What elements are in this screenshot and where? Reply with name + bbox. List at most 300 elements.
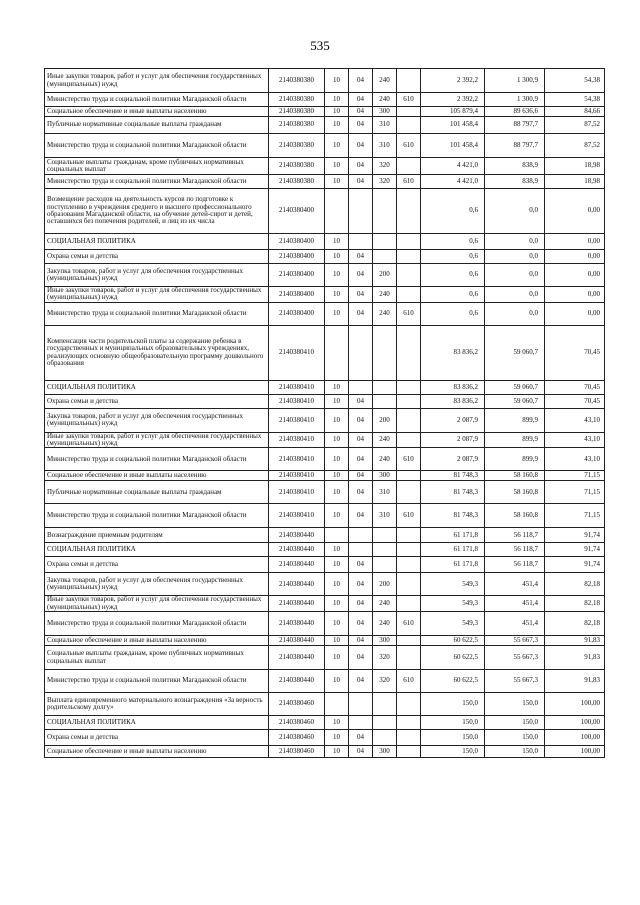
- table-cell-target-code: 2140380440: [269, 596, 325, 612]
- table-cell-ministry-code: 610: [397, 93, 421, 107]
- table-cell-section: 10: [325, 264, 349, 287]
- table-cell-subsection: 04: [349, 612, 373, 636]
- table-cell-planned: 60 622,5: [421, 646, 485, 670]
- table-cell-planned: 549,3: [421, 596, 485, 612]
- table-cell-expense-type: 240: [373, 69, 397, 93]
- table-cell-expense-type: 320: [373, 175, 397, 189]
- table-row: [45, 69, 605, 93]
- table-cell-subsection: [349, 543, 373, 557]
- table-cell-subsection: [349, 528, 373, 543]
- table-row: [45, 250, 605, 264]
- table-cell-expense-type: [373, 234, 397, 250]
- table-cell-section: [325, 528, 349, 543]
- table-cell-ministry-code: [397, 481, 421, 504]
- table-cell-ministry-code: 610: [397, 670, 421, 693]
- table-cell-expense-type: [373, 394, 397, 408]
- table-cell-percent: 87,52: [545, 134, 605, 158]
- table-cell-ministry-code: [397, 543, 421, 557]
- table-cell-ministry-code: 610: [397, 504, 421, 528]
- table-cell-name: Иные закупки товаров, работ и услуг для обеспечения государственных (муниципальных) нужд: [45, 596, 269, 612]
- table-cell-planned: 2 392,2: [421, 69, 485, 93]
- table-cell-target-code: 2140380460: [269, 730, 325, 746]
- table-cell-section: 10: [325, 636, 349, 646]
- table-cell-name: Министерство труда и социальной политики Магаданской области: [45, 504, 269, 528]
- table-cell-planned: 61 171,8: [421, 543, 485, 557]
- table-cell-percent: 82,18: [545, 612, 605, 636]
- table-cell-planned: 61 171,8: [421, 557, 485, 573]
- table-cell-expense-type: 300: [373, 636, 397, 646]
- table-cell-subsection: 04: [349, 107, 373, 117]
- table-cell-expense-type: [373, 730, 397, 746]
- table-cell-planned: 60 622,5: [421, 670, 485, 693]
- table-cell-section: 10: [325, 481, 349, 504]
- table-cell-actual: 451,4: [485, 573, 545, 596]
- table-row: [45, 380, 605, 394]
- table-cell-name: Социальное обеспечение и иные выплаты населению: [45, 107, 269, 117]
- table-cell-subsection: 04: [349, 596, 373, 612]
- table-cell-subsection: 04: [349, 471, 373, 481]
- table-cell-section: 10: [325, 716, 349, 730]
- table-cell-actual: 150,0: [485, 730, 545, 746]
- table-cell-percent: 87,52: [545, 117, 605, 134]
- table-cell-target-code: 2140380380: [269, 134, 325, 158]
- table-cell-name: Охрана семьи и детства: [45, 250, 269, 264]
- table-cell-subsection: [349, 189, 373, 234]
- table-cell-actual: 56 118,7: [485, 528, 545, 543]
- table-cell-percent: 54,38: [545, 69, 605, 93]
- table-cell-name: Министерство труда и социальной политики Магаданской области: [45, 448, 269, 471]
- table-cell-ministry-code: [397, 716, 421, 730]
- table-cell-percent: 91,74: [545, 543, 605, 557]
- table-cell-target-code: 2140380380: [269, 69, 325, 93]
- table-cell-ministry-code: [397, 325, 421, 380]
- table-cell-section: 10: [325, 93, 349, 107]
- table-cell-planned: 61 171,8: [421, 528, 485, 543]
- table-cell-target-code: 2140380460: [269, 693, 325, 716]
- table-cell-percent: 0,00: [545, 302, 605, 325]
- table-cell-ministry-code: [397, 264, 421, 287]
- table-cell-subsection: 04: [349, 158, 373, 175]
- table-cell-planned: 81 748,3: [421, 481, 485, 504]
- table-cell-section: 10: [325, 612, 349, 636]
- table-cell-planned: 83 836,2: [421, 325, 485, 380]
- table-cell-percent: 91,74: [545, 557, 605, 573]
- table-cell-percent: 43,10: [545, 448, 605, 471]
- table-cell-target-code: 2140380440: [269, 557, 325, 573]
- table-cell-subsection: [349, 380, 373, 394]
- table-cell-actual: 56 118,7: [485, 557, 545, 573]
- table-cell-ministry-code: 610: [397, 448, 421, 471]
- table-cell-target-code: 2140380410: [269, 394, 325, 408]
- table-row: [45, 612, 605, 636]
- table-cell-expense-type: 300: [373, 471, 397, 481]
- table-cell-subsection: 04: [349, 394, 373, 408]
- table-cell-expense-type: 300: [373, 107, 397, 117]
- table-cell-actual: 899,9: [485, 448, 545, 471]
- table-cell-target-code: 2140380460: [269, 746, 325, 758]
- table-cell-target-code: 2140380400: [269, 264, 325, 287]
- table-row: [45, 302, 605, 325]
- table-cell-target-code: 2140380400: [269, 287, 325, 303]
- table-cell-ministry-code: [397, 730, 421, 746]
- table-cell-subsection: 04: [349, 746, 373, 758]
- table-cell-planned: 2 087,9: [421, 448, 485, 471]
- table-cell-section: 10: [325, 234, 349, 250]
- table-cell-actual: 1 300,9: [485, 93, 545, 107]
- table-cell-expense-type: 200: [373, 408, 397, 432]
- table-cell-ministry-code: 610: [397, 134, 421, 158]
- table-cell-section: [325, 325, 349, 380]
- table-cell-actual: 88 797,7: [485, 134, 545, 158]
- table-cell-expense-type: 240: [373, 448, 397, 471]
- table-cell-actual: 899,9: [485, 432, 545, 448]
- table-cell-name: Охрана семьи и детства: [45, 557, 269, 573]
- table-cell-expense-type: 240: [373, 302, 397, 325]
- table-cell-planned: 2 392,2: [421, 93, 485, 107]
- table-cell-planned: 549,3: [421, 612, 485, 636]
- table-cell-ministry-code: [397, 646, 421, 670]
- table-cell-name: Вознаграждение приемным родителям: [45, 528, 269, 543]
- table-cell-name: Иные закупки товаров, работ и услуг для обеспечения государственных (муниципальных) нужд: [45, 432, 269, 448]
- table-cell-actual: 150,0: [485, 693, 545, 716]
- table-row: [45, 287, 605, 303]
- table-cell-percent: 70,45: [545, 380, 605, 394]
- table-cell-ministry-code: 610: [397, 302, 421, 325]
- table-cell-target-code: 2140380410: [269, 432, 325, 448]
- table-cell-expense-type: [373, 557, 397, 573]
- table-cell-name: Охрана семьи и детства: [45, 394, 269, 408]
- table-cell-target-code: 2140380440: [269, 573, 325, 596]
- table-cell-expense-type: [373, 189, 397, 234]
- table-cell-section: 10: [325, 557, 349, 573]
- table-cell-name: Министерство труда и социальной политики Магаданской области: [45, 175, 269, 189]
- table-cell-actual: 58 160,8: [485, 471, 545, 481]
- table-cell-ministry-code: [397, 693, 421, 716]
- table-cell-section: 10: [325, 596, 349, 612]
- table-cell-actual: 451,4: [485, 596, 545, 612]
- table-cell-ministry-code: [397, 471, 421, 481]
- table-cell-percent: 71,15: [545, 504, 605, 528]
- table-cell-actual: 838,9: [485, 158, 545, 175]
- table-cell-actual: 55 667,3: [485, 636, 545, 646]
- table-row: [45, 557, 605, 573]
- table-cell-percent: 84,66: [545, 107, 605, 117]
- table-cell-subsection: 04: [349, 264, 373, 287]
- table-cell-subsection: 04: [349, 670, 373, 693]
- table-cell-target-code: 2140380440: [269, 543, 325, 557]
- table-cell-ministry-code: [397, 746, 421, 758]
- table-cell-percent: 82,18: [545, 596, 605, 612]
- table-cell-expense-type: 200: [373, 264, 397, 287]
- table-cell-percent: 0,00: [545, 189, 605, 234]
- table-cell-subsection: 04: [349, 408, 373, 432]
- table-cell-planned: 0,6: [421, 287, 485, 303]
- table-row: [45, 175, 605, 189]
- table-cell-target-code: 2140380440: [269, 670, 325, 693]
- table-cell-actual: 0,0: [485, 264, 545, 287]
- table-row: [45, 636, 605, 646]
- table-cell-name: Социальное обеспечение и иные выплаты населению: [45, 746, 269, 758]
- table-cell-name: СОЦИАЛЬНАЯ ПОЛИТИКА: [45, 543, 269, 557]
- table-row: [45, 471, 605, 481]
- table-cell-percent: 0,00: [545, 264, 605, 287]
- table-cell-subsection: 04: [349, 250, 373, 264]
- table-row: [45, 325, 605, 380]
- table-cell-ministry-code: [397, 107, 421, 117]
- table-cell-subsection: 04: [349, 636, 373, 646]
- table-cell-ministry-code: [397, 528, 421, 543]
- table-cell-target-code: 2140380400: [269, 234, 325, 250]
- table-cell-percent: 0,00: [545, 234, 605, 250]
- table-cell-subsection: 04: [349, 287, 373, 303]
- table-cell-subsection: 04: [349, 432, 373, 448]
- table-cell-expense-type: [373, 693, 397, 716]
- table-cell-subsection: 04: [349, 573, 373, 596]
- table-row: [45, 93, 605, 107]
- table-cell-percent: 100,00: [545, 693, 605, 716]
- table-cell-expense-type: 310: [373, 134, 397, 158]
- table-cell-section: 10: [325, 448, 349, 471]
- table-cell-planned: 83 836,2: [421, 380, 485, 394]
- table-row: [45, 504, 605, 528]
- table-cell-section: 10: [325, 408, 349, 432]
- table-cell-percent: 18,98: [545, 175, 605, 189]
- table-cell-subsection: [349, 716, 373, 730]
- table-cell-section: 10: [325, 730, 349, 746]
- table-cell-actual: 55 667,3: [485, 646, 545, 670]
- table-cell-section: 10: [325, 504, 349, 528]
- table-cell-section: 10: [325, 543, 349, 557]
- table-cell-planned: 105 879,4: [421, 107, 485, 117]
- table-cell-percent: 43,10: [545, 408, 605, 432]
- table-cell-expense-type: [373, 250, 397, 264]
- table-cell-ministry-code: [397, 596, 421, 612]
- table-cell-expense-type: [373, 380, 397, 394]
- table-cell-section: 10: [325, 670, 349, 693]
- table-cell-name: Возмещение расходов на деятельность курсов по подготовке к поступлению в учреждения среднего и высшего профессионального образования Магаданской области, на обучение детей-сирот и детей, оставшихся без попечения родителей, и лиц из их числа: [45, 189, 269, 234]
- table-cell-ministry-code: [397, 117, 421, 134]
- table-cell-actual: 150,0: [485, 746, 545, 758]
- table-cell-section: 10: [325, 287, 349, 303]
- table-cell-actual: 89 636,6: [485, 107, 545, 117]
- table-cell-name: Министерство труда и социальной политики Магаданской области: [45, 612, 269, 636]
- table-cell-expense-type: [373, 543, 397, 557]
- table-cell-section: [325, 693, 349, 716]
- table-row: [45, 432, 605, 448]
- table-cell-ministry-code: [397, 69, 421, 93]
- table-row: [45, 394, 605, 408]
- table-cell-planned: 2 087,9: [421, 432, 485, 448]
- table-cell-planned: 0,6: [421, 302, 485, 325]
- table-cell-expense-type: 240: [373, 93, 397, 107]
- table-cell-actual: 59 060,7: [485, 380, 545, 394]
- table-cell-name: Компенсация части родительской платы за содержание ребенка в государственных и муниципальных образовательных учреждениях, реализующих основную общеобразовательную программу дошкольного образования: [45, 325, 269, 380]
- table-cell-section: 10: [325, 746, 349, 758]
- table-cell-planned: 4 421,0: [421, 158, 485, 175]
- table-cell-ministry-code: [397, 432, 421, 448]
- table-cell-name: Закупка товаров, работ и услуг для обеспечения государственных (муниципальных) нужд: [45, 573, 269, 596]
- table-cell-subsection: 04: [349, 646, 373, 670]
- table-cell-ministry-code: [397, 636, 421, 646]
- table-cell-subsection: 04: [349, 117, 373, 134]
- table-cell-target-code: 2140380380: [269, 158, 325, 175]
- table-cell-actual: 59 060,7: [485, 325, 545, 380]
- table-cell-name: Публичные нормативные социальные выплаты гражданам: [45, 117, 269, 134]
- table-cell-ministry-code: [397, 573, 421, 596]
- table-cell-expense-type: 310: [373, 117, 397, 134]
- table-cell-expense-type: 300: [373, 746, 397, 758]
- table-cell-subsection: 04: [349, 175, 373, 189]
- table-cell-expense-type: 240: [373, 287, 397, 303]
- table-cell-planned: 150,0: [421, 693, 485, 716]
- table-cell-planned: 0,6: [421, 250, 485, 264]
- table-cell-name: Министерство труда и социальной политики Магаданской области: [45, 134, 269, 158]
- table-cell-name: Министерство труда и социальной политики Магаданской области: [45, 670, 269, 693]
- table-cell-actual: 0,0: [485, 234, 545, 250]
- table-row: [45, 481, 605, 504]
- table-row: [45, 716, 605, 730]
- table-cell-target-code: 2140380400: [269, 189, 325, 234]
- table-cell-percent: 82,18: [545, 573, 605, 596]
- table-row: [45, 234, 605, 250]
- table-cell-actual: 56 118,7: [485, 543, 545, 557]
- table-cell-actual: 58 160,8: [485, 504, 545, 528]
- table-cell-target-code: 2140380380: [269, 175, 325, 189]
- table-cell-section: 10: [325, 471, 349, 481]
- table-cell-target-code: 2140380410: [269, 504, 325, 528]
- table-cell-section: 10: [325, 302, 349, 325]
- table-cell-target-code: 2140380440: [269, 528, 325, 543]
- table-cell-name: СОЦИАЛЬНАЯ ПОЛИТИКА: [45, 716, 269, 730]
- table-cell-target-code: 2140380410: [269, 380, 325, 394]
- table-cell-ministry-code: [397, 234, 421, 250]
- table-cell-name: Социальное обеспечение и иные выплаты населению: [45, 471, 269, 481]
- table-cell-expense-type: 320: [373, 670, 397, 693]
- table-row: [45, 573, 605, 596]
- table-cell-percent: 100,00: [545, 716, 605, 730]
- table-cell-actual: 1 300,9: [485, 69, 545, 93]
- table-cell-ministry-code: 610: [397, 175, 421, 189]
- table-cell-planned: 81 748,3: [421, 471, 485, 481]
- table-cell-ministry-code: [397, 250, 421, 264]
- table-cell-percent: 70,45: [545, 325, 605, 380]
- table-cell-expense-type: 320: [373, 158, 397, 175]
- table-cell-expense-type: 240: [373, 612, 397, 636]
- table-cell-percent: 91,83: [545, 636, 605, 646]
- table-cell-subsection: [349, 325, 373, 380]
- table-cell-planned: 4 421,0: [421, 175, 485, 189]
- table-row: [45, 107, 605, 117]
- table-cell-ministry-code: [397, 380, 421, 394]
- table-cell-planned: 150,0: [421, 746, 485, 758]
- table-cell-subsection: 04: [349, 302, 373, 325]
- table-cell-target-code: 2140380380: [269, 107, 325, 117]
- table-cell-actual: 88 797,7: [485, 117, 545, 134]
- table-cell-ministry-code: [397, 287, 421, 303]
- table-cell-actual: 0,0: [485, 287, 545, 303]
- table-cell-actual: 0,0: [485, 189, 545, 234]
- budget-table: [44, 68, 605, 758]
- table-cell-actual: 451,4: [485, 612, 545, 636]
- table-row: [45, 528, 605, 543]
- table-cell-planned: 0,6: [421, 264, 485, 287]
- table-cell-target-code: 2140380440: [269, 636, 325, 646]
- table-cell-percent: 91,83: [545, 646, 605, 670]
- table-cell-name: Закупка товаров, работ и услуг для обеспечения государственных (муниципальных) нужд: [45, 408, 269, 432]
- table-cell-subsection: 04: [349, 557, 373, 573]
- table-row: [45, 543, 605, 557]
- table-cell-target-code: 2140380440: [269, 612, 325, 636]
- table-cell-planned: 0,6: [421, 234, 485, 250]
- table-cell-subsection: 04: [349, 134, 373, 158]
- table-cell-target-code: 2140380400: [269, 250, 325, 264]
- table-cell-planned: 101 458,4: [421, 134, 485, 158]
- table-cell-expense-type: [373, 528, 397, 543]
- table-cell-planned: 81 748,3: [421, 504, 485, 528]
- table-row: [45, 596, 605, 612]
- table-cell-name: Публичные нормативные социальные выплаты гражданам: [45, 481, 269, 504]
- table-cell-actual: 58 160,8: [485, 481, 545, 504]
- table-cell-ministry-code: [397, 557, 421, 573]
- table-row: [45, 448, 605, 471]
- table-cell-planned: 549,3: [421, 573, 485, 596]
- table-cell-ministry-code: [397, 394, 421, 408]
- table-row: [45, 158, 605, 175]
- table-cell-planned: 150,0: [421, 716, 485, 730]
- table-cell-expense-type: [373, 325, 397, 380]
- table-cell-subsection: 04: [349, 481, 373, 504]
- table-cell-section: 10: [325, 646, 349, 670]
- table-cell-subsection: 04: [349, 448, 373, 471]
- table-row: [45, 670, 605, 693]
- table-cell-name: Социальные выплаты гражданам, кроме публичных нормативных социальных выплат: [45, 646, 269, 670]
- table-cell-planned: 150,0: [421, 730, 485, 746]
- table-cell-target-code: 2140380410: [269, 481, 325, 504]
- table-cell-expense-type: 240: [373, 596, 397, 612]
- table-row: [45, 408, 605, 432]
- table-cell-planned: 101 458,4: [421, 117, 485, 134]
- table-cell-expense-type: 200: [373, 573, 397, 596]
- table-cell-subsection: 04: [349, 730, 373, 746]
- table-cell-percent: 91,83: [545, 670, 605, 693]
- table-cell-percent: 91,74: [545, 528, 605, 543]
- table-cell-ministry-code: [397, 189, 421, 234]
- table-cell-percent: 43,10: [545, 432, 605, 448]
- table-cell-expense-type: 320: [373, 646, 397, 670]
- table-cell-target-code: 2140380380: [269, 117, 325, 134]
- table-cell-name: Социальные выплаты гражданам, кроме публичных нормативных социальных выплат: [45, 158, 269, 175]
- table-row: [45, 646, 605, 670]
- table-cell-name: Социальное обеспечение и иные выплаты населению: [45, 636, 269, 646]
- table-cell-subsection: 04: [349, 504, 373, 528]
- table-cell-section: 10: [325, 432, 349, 448]
- table-cell-target-code: 2140380410: [269, 471, 325, 481]
- table-cell-section: 10: [325, 107, 349, 117]
- table-cell-section: 10: [325, 117, 349, 134]
- table-cell-target-code: 2140380410: [269, 448, 325, 471]
- table-cell-expense-type: [373, 716, 397, 730]
- table-cell-actual: 0,0: [485, 302, 545, 325]
- table-cell-section: 10: [325, 573, 349, 596]
- table-row: [45, 134, 605, 158]
- table-cell-name: СОЦИАЛЬНАЯ ПОЛИТИКА: [45, 234, 269, 250]
- table-cell-target-code: 2140380400: [269, 302, 325, 325]
- table-cell-subsection: 04: [349, 93, 373, 107]
- table-cell-section: 10: [325, 69, 349, 93]
- table-cell-target-code: 2140380460: [269, 716, 325, 730]
- table-cell-percent: 71,15: [545, 471, 605, 481]
- table-row: [45, 730, 605, 746]
